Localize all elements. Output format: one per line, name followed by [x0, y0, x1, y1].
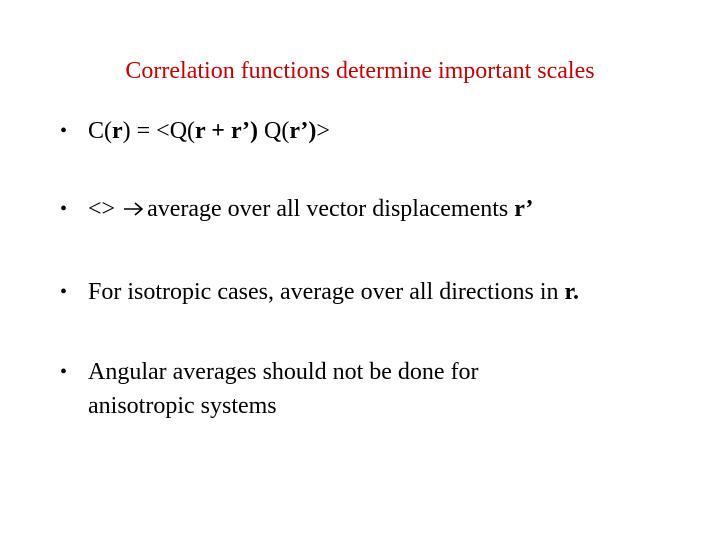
bullet-item: [60, 275, 700, 309]
bold-vector-sum: r + r’): [195, 118, 259, 144]
bullet-marker: •: [60, 361, 68, 383]
bullet-text-segment: For isotropic cases, average over all directions in: [88, 279, 565, 305]
bullet-text-segment: C(: [88, 118, 112, 144]
bullet-text-segment: average over all vector displacements: [147, 196, 515, 222]
bullet-text: [88, 114, 700, 148]
bullet-text-segment: Q(: [258, 118, 290, 144]
bullet-marker: •: [60, 120, 68, 142]
bold-vector-r-prime: r’): [289, 118, 317, 144]
slide-title: Correlation functions determine important scales: [125, 58, 595, 84]
bullet-text-segment: >: [316, 118, 330, 144]
bullet-item: [60, 355, 700, 423]
bullet-text-segment: ) = <Q(: [122, 118, 196, 144]
bullet-text-segment: <>: [88, 196, 116, 222]
bold-vector-r-prime: r’: [514, 196, 534, 222]
arrow-right-icon: [123, 192, 145, 226]
bullet-marker: •: [60, 198, 68, 220]
bullet-item: [60, 192, 700, 226]
bullet-text: [88, 275, 700, 309]
bold-vector-r: r: [112, 118, 123, 144]
bullet-item: [60, 114, 700, 148]
bold-vector-r: r.: [564, 279, 579, 305]
bullet-text: Angular averages should not be done for anisotropic systems: [88, 359, 479, 419]
bullet-text: [88, 192, 700, 226]
bullet-text-segment: [115, 196, 121, 222]
bullet-marker: •: [60, 281, 68, 303]
